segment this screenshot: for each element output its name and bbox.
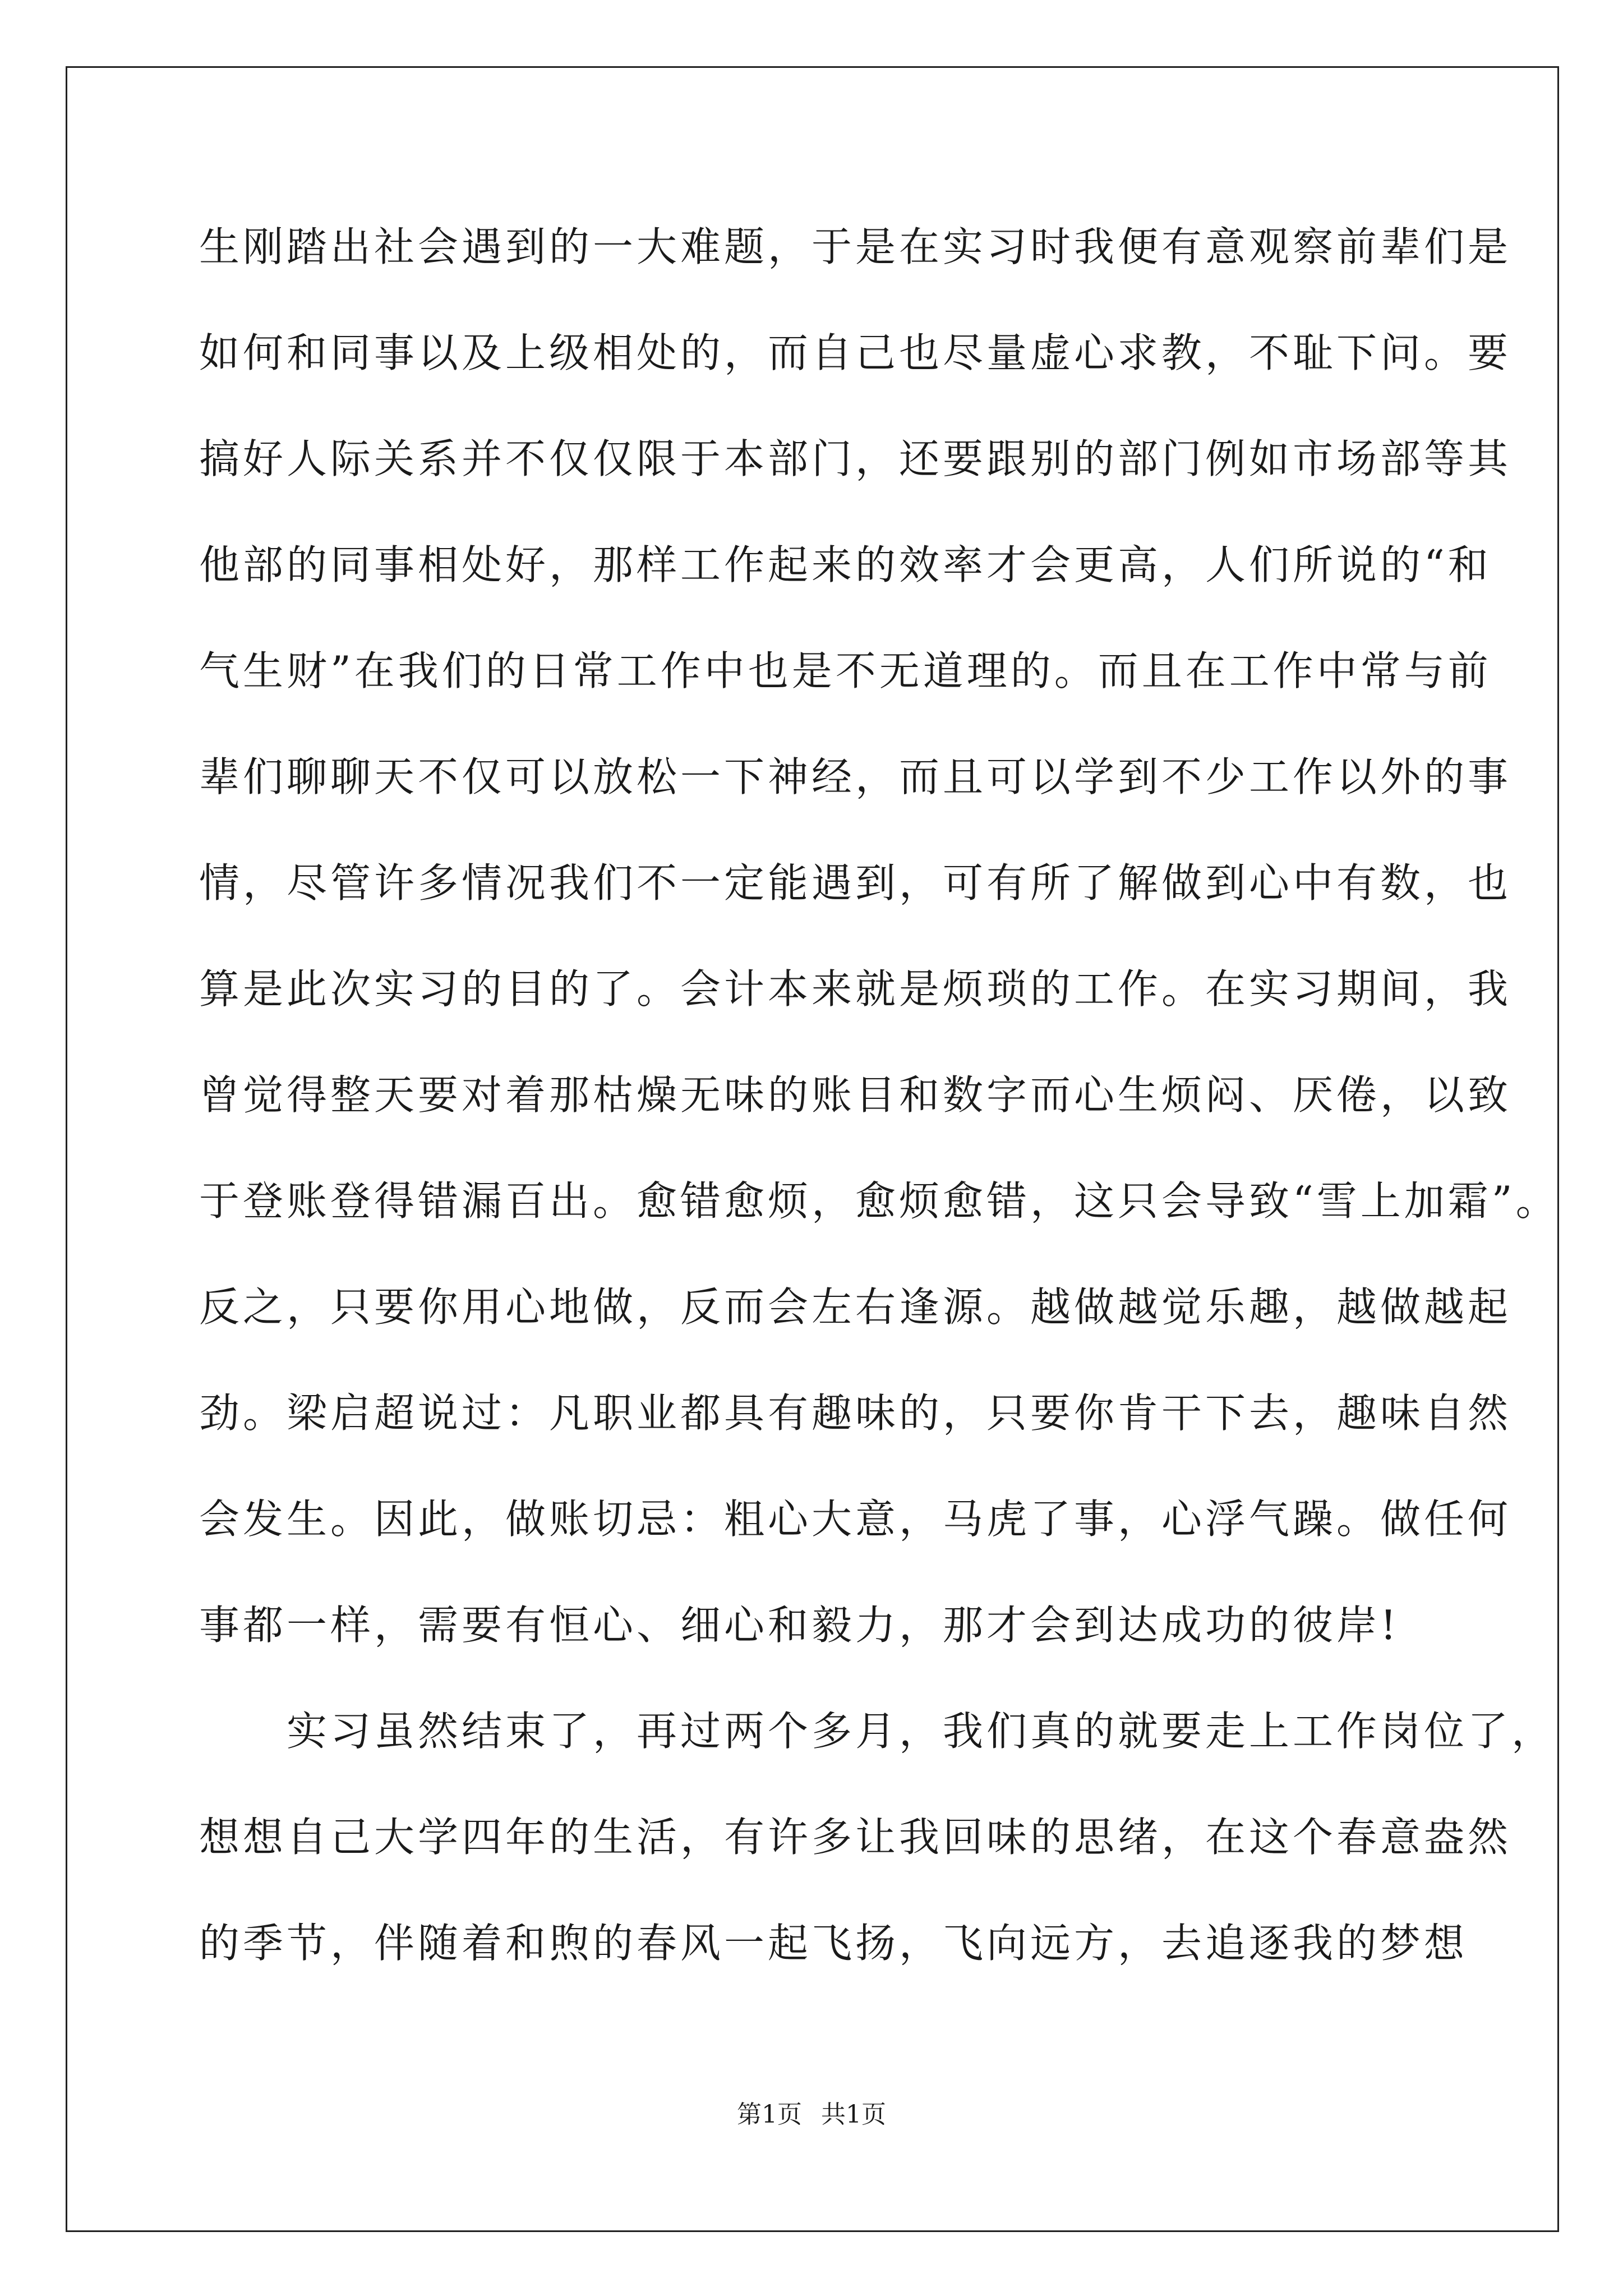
text-line: 生刚踏出社会遇到的一大难题，于是在实习时我便有意观察前辈们是 [199,223,1512,270]
text-line: 情，尽管许多情况我们不一定能遇到，可有所了解做到心中有数，也 [199,859,1512,907]
text-line: 辈们聊聊天不仅可以放松一下神经，而且可以学到不少工作以外的事 [199,753,1512,800]
text-line: 气生财”在我们的日常工作中也是不无道理的。而且在工作中常与前 [199,647,1492,694]
text-line: 想想自己大学四年的生活，有许多让我回味的思绪，在这个春意盎然 [199,1814,1512,1861]
text-line: 曾觉得整天要对着那枯燥无味的账目和数字而心生烦闷、厌倦，以致 [199,1071,1512,1119]
page-border [66,66,1559,2232]
text-line: 实习虽然结束了，再过两个多月，我们真的就要走上工作岗位了， [199,1708,1556,1755]
page-number: 第1页 [737,2100,802,2129]
page-total: 共1页 [821,2100,886,2129]
text-line: 他部的同事相处好，那样工作起来的效率才会更高，人们所说的“和 [199,541,1492,588]
text-line: 反之，只要你用心地做，反而会左右逢源。越做越觉乐趣，越做越起 [199,1283,1512,1331]
text-line: 搞好人际关系并不仅仅限于本部门，还要跟别的部门例如市场部等其 [199,435,1512,482]
text-line: 算是此次实习的目的了。会计本来就是烦琐的工作。在实习期间，我 [199,965,1512,1013]
text-line: 于登账登得错漏百出。愈错愈烦，愈烦愈错，这只会导致“雪上加霜”。 [199,1177,1560,1225]
text-line: 的季节，伴随着和煦的春风一起飞扬，飞向远方，去追逐我的梦想 [199,1920,1468,1967]
page-footer [0,2098,1623,2132]
text-line: 会发生。因此，做账切忌：粗心大意，马虎了事，心浮气躁。做任何 [199,1496,1512,1543]
text-line: 劲。梁启超说过：凡职业都具有趣味的，只要你肯干下去，趣味自然 [199,1389,1512,1437]
text-line: 事都一样，需要有恒心、细心和毅力，那才会到达成功的彼岸! [199,1602,1400,1649]
text-line: 如何和同事以及上级相处的，而自己也尽量虚心求教，不耻下问。要 [199,329,1512,376]
